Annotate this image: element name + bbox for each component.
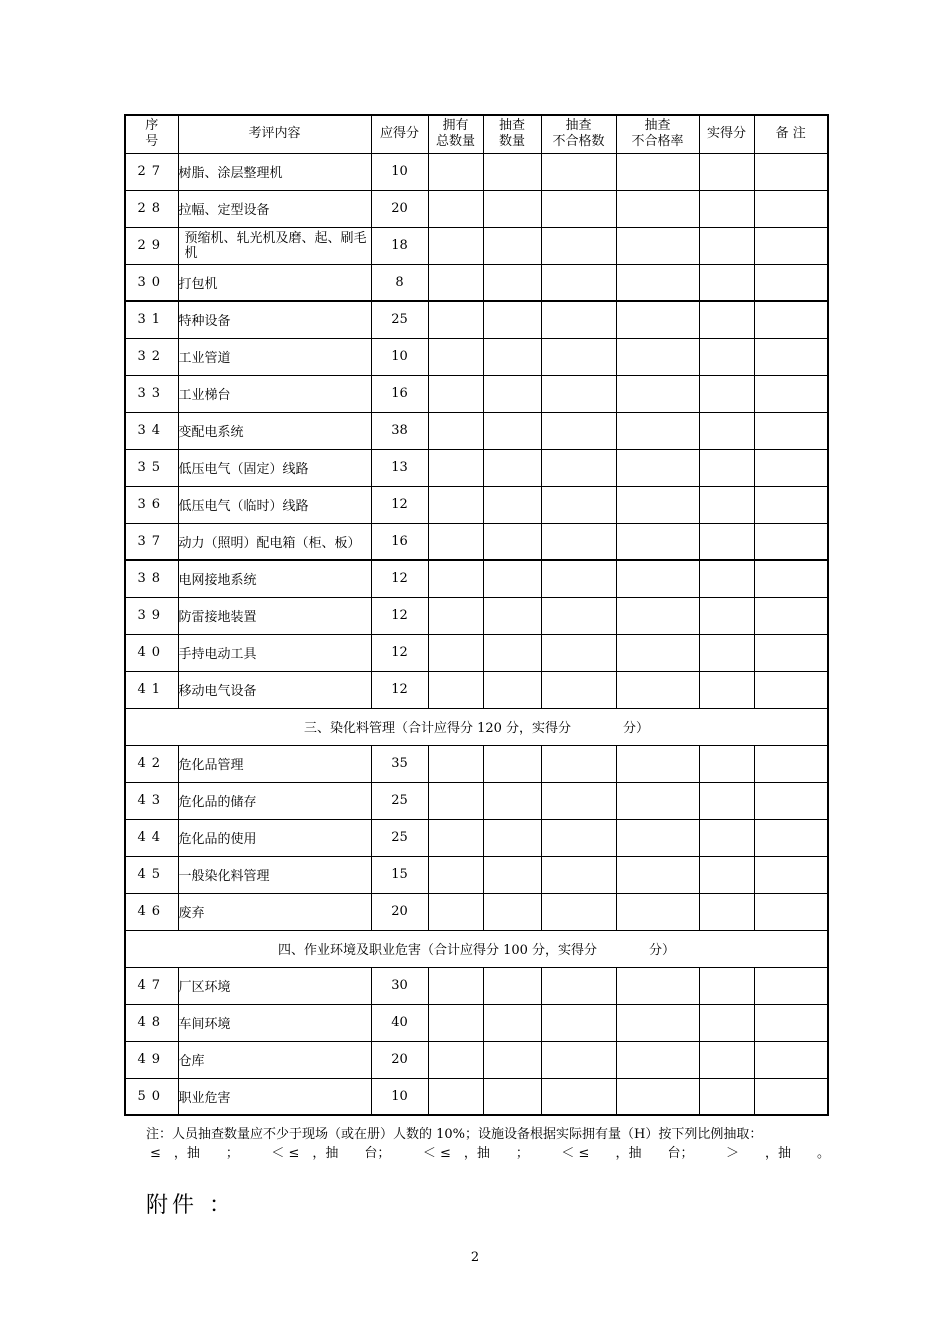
- table-row: [125, 301, 828, 338]
- cell-remark[interactable]: [754, 671, 828, 708]
- cell-actual[interactable]: [699, 856, 754, 893]
- cell-total[interactable]: [428, 338, 483, 375]
- row-number: 32: [125, 338, 178, 375]
- table-row: [125, 1078, 828, 1115]
- row-content: 低压电气（固定）线路: [178, 449, 371, 486]
- cell-remark[interactable]: [754, 486, 828, 523]
- cell-fail-rate[interactable]: [616, 560, 699, 597]
- cell-total[interactable]: [428, 967, 483, 1004]
- section-row: [125, 930, 828, 967]
- cell-sample[interactable]: [483, 782, 541, 819]
- row-content: 危化品管理: [178, 745, 371, 782]
- table-row: [125, 375, 828, 412]
- row-content: 危化品的储存: [178, 782, 371, 819]
- cell-actual[interactable]: [699, 449, 754, 486]
- cell-total[interactable]: [428, 1004, 483, 1041]
- cell-total[interactable]: [428, 1041, 483, 1078]
- row-content: 厂区环境: [178, 967, 371, 1004]
- row-content: 仓库: [178, 1041, 371, 1078]
- cell-remark[interactable]: [754, 412, 828, 449]
- row-number: 49: [125, 1041, 178, 1078]
- cell-total[interactable]: [428, 634, 483, 671]
- cell-sample[interactable]: [483, 486, 541, 523]
- cell-sample[interactable]: [483, 745, 541, 782]
- cell-fail[interactable]: [541, 745, 616, 782]
- cell-total[interactable]: [428, 264, 483, 301]
- row-number: 34: [125, 412, 178, 449]
- row-content: 移动电气设备: [178, 671, 371, 708]
- header-fail: [541, 115, 616, 153]
- cell-fail[interactable]: [541, 153, 616, 190]
- cell-fail-rate[interactable]: [616, 301, 699, 338]
- table-row: [125, 227, 828, 264]
- row-number: 50: [125, 1078, 178, 1115]
- cell-total[interactable]: [428, 375, 483, 412]
- cell-fail-rate[interactable]: [616, 153, 699, 190]
- cell-fail-rate[interactable]: [616, 745, 699, 782]
- cell-fail-rate[interactable]: [616, 338, 699, 375]
- row-number: 41: [125, 671, 178, 708]
- attachment-label: 附件 ：: [146, 1193, 235, 1218]
- header-fail-text: 抽查 不合格数: [552, 118, 605, 150]
- row-score: 10: [371, 338, 428, 375]
- row-content: 预缩机、轧光机及磨、起、刷毛机: [178, 227, 371, 264]
- row-content: 打包机: [178, 264, 371, 301]
- cell-fail-rate[interactable]: [616, 856, 699, 893]
- row-number: 44: [125, 819, 178, 856]
- cell-fail-rate[interactable]: [616, 634, 699, 671]
- cell-fail[interactable]: [541, 782, 616, 819]
- cell-total[interactable]: [428, 412, 483, 449]
- cell-fail-rate[interactable]: [616, 1041, 699, 1078]
- row-score: 12: [371, 486, 428, 523]
- cell-fail[interactable]: [541, 523, 616, 560]
- row-score: 20: [371, 893, 428, 930]
- row-score: 25: [371, 301, 428, 338]
- cell-remark[interactable]: [754, 523, 828, 560]
- header-score: 应得分: [371, 115, 428, 153]
- cell-total[interactable]: [428, 671, 483, 708]
- row-score: 15: [371, 856, 428, 893]
- cell-remark[interactable]: [754, 449, 828, 486]
- cell-total[interactable]: [428, 190, 483, 227]
- cell-actual[interactable]: [699, 560, 754, 597]
- row-content: 特种设备: [178, 301, 371, 338]
- cell-actual[interactable]: [699, 264, 754, 301]
- row-number: 29: [125, 227, 178, 264]
- row-content: 动力（照明）配电箱（柜、板）: [178, 523, 371, 560]
- row-score: 35: [371, 745, 428, 782]
- cell-total[interactable]: [428, 301, 483, 338]
- cell-sample[interactable]: [483, 671, 541, 708]
- cell-actual[interactable]: [699, 338, 754, 375]
- cell-remark[interactable]: [754, 893, 828, 930]
- row-number: 39: [125, 597, 178, 634]
- row-content: 防雷接地装置: [178, 597, 371, 634]
- cell-total[interactable]: [428, 597, 483, 634]
- table-row: [125, 523, 828, 560]
- cell-fail[interactable]: [541, 1041, 616, 1078]
- note-ratio-2: ＜ ≤ ，抽 台；: [271, 1146, 391, 1161]
- page-number: 2: [470, 1250, 480, 1265]
- cell-sample[interactable]: [483, 449, 541, 486]
- cell-total[interactable]: [428, 856, 483, 893]
- table-row: [125, 338, 828, 375]
- cell-fail-rate[interactable]: [616, 1004, 699, 1041]
- table-body: [125, 153, 828, 1115]
- cell-sample[interactable]: [483, 1004, 541, 1041]
- cell-total[interactable]: [428, 449, 483, 486]
- table-row: [125, 634, 828, 671]
- table-row: [125, 893, 828, 930]
- cell-sample[interactable]: [483, 893, 541, 930]
- row-score: 16: [371, 375, 428, 412]
- table-row: [125, 967, 828, 1004]
- row-content: 低压电气（临时）线路: [178, 486, 371, 523]
- cell-sample[interactable]: [483, 967, 541, 1004]
- cell-sample[interactable]: [483, 412, 541, 449]
- row-content: 工业管道: [178, 338, 371, 375]
- cell-actual[interactable]: [699, 1041, 754, 1078]
- cell-remark[interactable]: [754, 227, 828, 264]
- cell-sample[interactable]: [483, 190, 541, 227]
- row-content: 车间环境: [178, 1004, 371, 1041]
- cell-sample[interactable]: [483, 856, 541, 893]
- note-ratio-1: ≤ ，抽 ；: [150, 1146, 239, 1161]
- row-number: 27: [125, 153, 178, 190]
- cell-actual[interactable]: [699, 375, 754, 412]
- cell-remark[interactable]: [754, 301, 828, 338]
- row-score: 8: [371, 264, 428, 301]
- row-score: 25: [371, 782, 428, 819]
- table-row: [125, 819, 828, 856]
- section-row: [125, 708, 828, 745]
- header-remark: 备 注: [754, 115, 828, 153]
- table-row: [125, 745, 828, 782]
- row-content: 变配电系统: [178, 412, 371, 449]
- cell-fail-rate[interactable]: [616, 523, 699, 560]
- cell-sample[interactable]: [483, 1041, 541, 1078]
- cell-actual[interactable]: [699, 153, 754, 190]
- cell-fail[interactable]: [541, 190, 616, 227]
- row-number: 43: [125, 782, 178, 819]
- cell-sample[interactable]: [483, 153, 541, 190]
- table-row: [125, 153, 828, 190]
- cell-remark[interactable]: [754, 856, 828, 893]
- cell-total[interactable]: [428, 782, 483, 819]
- table-row: [125, 449, 828, 486]
- cell-fail[interactable]: [541, 1078, 616, 1115]
- row-score: 12: [371, 634, 428, 671]
- cell-sample[interactable]: [483, 338, 541, 375]
- row-score: 25: [371, 819, 428, 856]
- cell-fail-rate[interactable]: [616, 893, 699, 930]
- cell-total[interactable]: [428, 523, 483, 560]
- header-no: [125, 115, 178, 153]
- table-row: [125, 597, 828, 634]
- cell-fail-rate[interactable]: [616, 967, 699, 1004]
- cell-sample[interactable]: [483, 634, 541, 671]
- table-row: [125, 486, 828, 523]
- table-row: [125, 671, 828, 708]
- row-content: 拉幅、定型设备: [178, 190, 371, 227]
- row-content: 一般染化料管理: [178, 856, 371, 893]
- cell-sample[interactable]: [483, 227, 541, 264]
- header-sample-text: 抽查 数量: [498, 118, 525, 150]
- cell-total[interactable]: [428, 819, 483, 856]
- row-content: 工业梯台: [178, 375, 371, 412]
- cell-remark[interactable]: [754, 190, 828, 227]
- cell-actual[interactable]: [699, 893, 754, 930]
- row-number: 48: [125, 1004, 178, 1041]
- cell-total[interactable]: [428, 560, 483, 597]
- cell-total[interactable]: [428, 1078, 483, 1115]
- note-line-1: 注：人员抽查数量应不少于现场（或在册）人数的 10%；设施设备根据实际拥有量（H）按下列比例抽取：: [146, 1127, 763, 1142]
- cell-fail[interactable]: [541, 412, 616, 449]
- header-total: [428, 115, 483, 153]
- cell-fail-rate[interactable]: [616, 375, 699, 412]
- table-row: [125, 1004, 828, 1041]
- cell-remark[interactable]: [754, 1041, 828, 1078]
- cell-actual[interactable]: [699, 671, 754, 708]
- cell-fail[interactable]: [541, 301, 616, 338]
- cell-fail-rate[interactable]: [616, 597, 699, 634]
- header-fail-rate-text: 抽查 不合格率: [631, 118, 684, 150]
- cell-sample[interactable]: [483, 523, 541, 560]
- cell-fail-rate[interactable]: [616, 412, 699, 449]
- row-number: 30: [125, 264, 178, 301]
- row-score: 12: [371, 597, 428, 634]
- row-number: 31: [125, 301, 178, 338]
- cell-total[interactable]: [428, 893, 483, 930]
- row-score: 20: [371, 190, 428, 227]
- cell-actual[interactable]: [699, 523, 754, 560]
- cell-actual[interactable]: [699, 597, 754, 634]
- cell-remark[interactable]: [754, 782, 828, 819]
- cell-fail[interactable]: [541, 449, 616, 486]
- cell-fail[interactable]: [541, 264, 616, 301]
- cell-fail-rate[interactable]: [616, 782, 699, 819]
- cell-actual[interactable]: [699, 745, 754, 782]
- cell-remark[interactable]: [754, 819, 828, 856]
- row-content: 职业危害: [178, 1078, 371, 1115]
- row-score: 12: [371, 671, 428, 708]
- cell-total[interactable]: [428, 745, 483, 782]
- row-score: 18: [371, 227, 428, 264]
- cell-fail-rate[interactable]: [616, 486, 699, 523]
- cell-remark[interactable]: [754, 560, 828, 597]
- cell-fail-rate[interactable]: [616, 819, 699, 856]
- row-number: 33: [125, 375, 178, 412]
- row-number: 35: [125, 449, 178, 486]
- cell-remark[interactable]: [754, 1004, 828, 1041]
- row-score: 13: [371, 449, 428, 486]
- table-header-row: [125, 115, 828, 153]
- note-ratio-5: ＞ ，抽 。: [725, 1146, 830, 1161]
- row-number: 40: [125, 634, 178, 671]
- table-row: [125, 190, 828, 227]
- cell-fail[interactable]: [541, 338, 616, 375]
- cell-total[interactable]: [428, 486, 483, 523]
- cell-sample[interactable]: [483, 301, 541, 338]
- cell-actual[interactable]: [699, 1004, 754, 1041]
- section-title: 四、作业环境及职业危害（合计应得分 100 分，实得分 分）: [125, 930, 828, 967]
- cell-remark[interactable]: [754, 597, 828, 634]
- header-content: 考评内容: [178, 115, 371, 153]
- row-number: 28: [125, 190, 178, 227]
- cell-fail[interactable]: [541, 893, 616, 930]
- cell-remark[interactable]: [754, 745, 828, 782]
- row-score: 10: [371, 1078, 428, 1115]
- row-number: 37: [125, 523, 178, 560]
- row-score: 12: [371, 560, 428, 597]
- cell-sample[interactable]: [483, 375, 541, 412]
- header-total-text: 拥有 总数量: [435, 118, 475, 150]
- cell-fail[interactable]: [541, 967, 616, 1004]
- cell-actual[interactable]: [699, 634, 754, 671]
- cell-remark[interactable]: [754, 264, 828, 301]
- header-actual: 实得分: [699, 115, 754, 153]
- note-line-2: [150, 1144, 830, 1163]
- cell-fail[interactable]: [541, 634, 616, 671]
- cell-actual[interactable]: [699, 412, 754, 449]
- row-number: 45: [125, 856, 178, 893]
- row-number: 42: [125, 745, 178, 782]
- row-score: 30: [371, 967, 428, 1004]
- cell-actual[interactable]: [699, 782, 754, 819]
- row-score: 20: [371, 1041, 428, 1078]
- row-content: 手持电动工具: [178, 634, 371, 671]
- cell-remark[interactable]: [754, 634, 828, 671]
- cell-actual[interactable]: [699, 1078, 754, 1115]
- row-content: 废弃: [178, 893, 371, 930]
- cell-remark[interactable]: [754, 375, 828, 412]
- row-score: 40: [371, 1004, 428, 1041]
- cell-actual[interactable]: [699, 227, 754, 264]
- cell-fail[interactable]: [541, 486, 616, 523]
- cell-fail[interactable]: [541, 597, 616, 634]
- cell-fail-rate[interactable]: [616, 264, 699, 301]
- cell-total[interactable]: [428, 227, 483, 264]
- header-no-text: 序 号: [145, 118, 159, 150]
- row-number: 46: [125, 893, 178, 930]
- note-ratio-3: ＜ ≤ ，抽 ；: [422, 1146, 529, 1161]
- cell-fail[interactable]: [541, 375, 616, 412]
- cell-actual[interactable]: [699, 967, 754, 1004]
- cell-fail[interactable]: [541, 819, 616, 856]
- table-row: [125, 412, 828, 449]
- row-score: 38: [371, 412, 428, 449]
- cell-fail[interactable]: [541, 856, 616, 893]
- cell-fail[interactable]: [541, 227, 616, 264]
- row-number: 47: [125, 967, 178, 1004]
- cell-sample[interactable]: [483, 1078, 541, 1115]
- cell-actual[interactable]: [699, 819, 754, 856]
- cell-fail[interactable]: [541, 671, 616, 708]
- row-number: 38: [125, 560, 178, 597]
- row-content: 电网接地系统: [178, 560, 371, 597]
- cell-actual[interactable]: [699, 190, 754, 227]
- cell-fail-rate[interactable]: [616, 1078, 699, 1115]
- cell-sample[interactable]: [483, 819, 541, 856]
- cell-actual[interactable]: [699, 301, 754, 338]
- table-row: [125, 560, 828, 597]
- cell-remark[interactable]: [754, 153, 828, 190]
- table-row: [125, 264, 828, 301]
- cell-remark[interactable]: [754, 338, 828, 375]
- row-score: 10: [371, 153, 428, 190]
- evaluation-table: [124, 114, 829, 1116]
- row-score: 16: [371, 523, 428, 560]
- cell-remark[interactable]: [754, 967, 828, 1004]
- note-ratio-4: ＜ ≤ ，抽 台；: [561, 1146, 694, 1161]
- table-row: [125, 782, 828, 819]
- cell-fail[interactable]: [541, 1004, 616, 1041]
- section-title: 三、染化料管理（合计应得分 120 分，实得分 分）: [125, 708, 828, 745]
- cell-total[interactable]: [428, 153, 483, 190]
- cell-sample[interactable]: [483, 560, 541, 597]
- row-number: 36: [125, 486, 178, 523]
- header-sample: [483, 115, 541, 153]
- cell-fail-rate[interactable]: [616, 671, 699, 708]
- cell-fail-rate[interactable]: [616, 449, 699, 486]
- cell-fail-rate[interactable]: [616, 227, 699, 264]
- cell-sample[interactable]: [483, 597, 541, 634]
- row-content: 树脂、涂层整理机: [178, 153, 371, 190]
- cell-actual[interactable]: [699, 486, 754, 523]
- table-row: [125, 856, 828, 893]
- cell-remark[interactable]: [754, 1078, 828, 1115]
- cell-fail-rate[interactable]: [616, 190, 699, 227]
- row-content: 危化品的使用: [178, 819, 371, 856]
- cell-fail[interactable]: [541, 560, 616, 597]
- table-row: [125, 1041, 828, 1078]
- cell-sample[interactable]: [483, 264, 541, 301]
- header-fail-rate: [616, 115, 699, 153]
